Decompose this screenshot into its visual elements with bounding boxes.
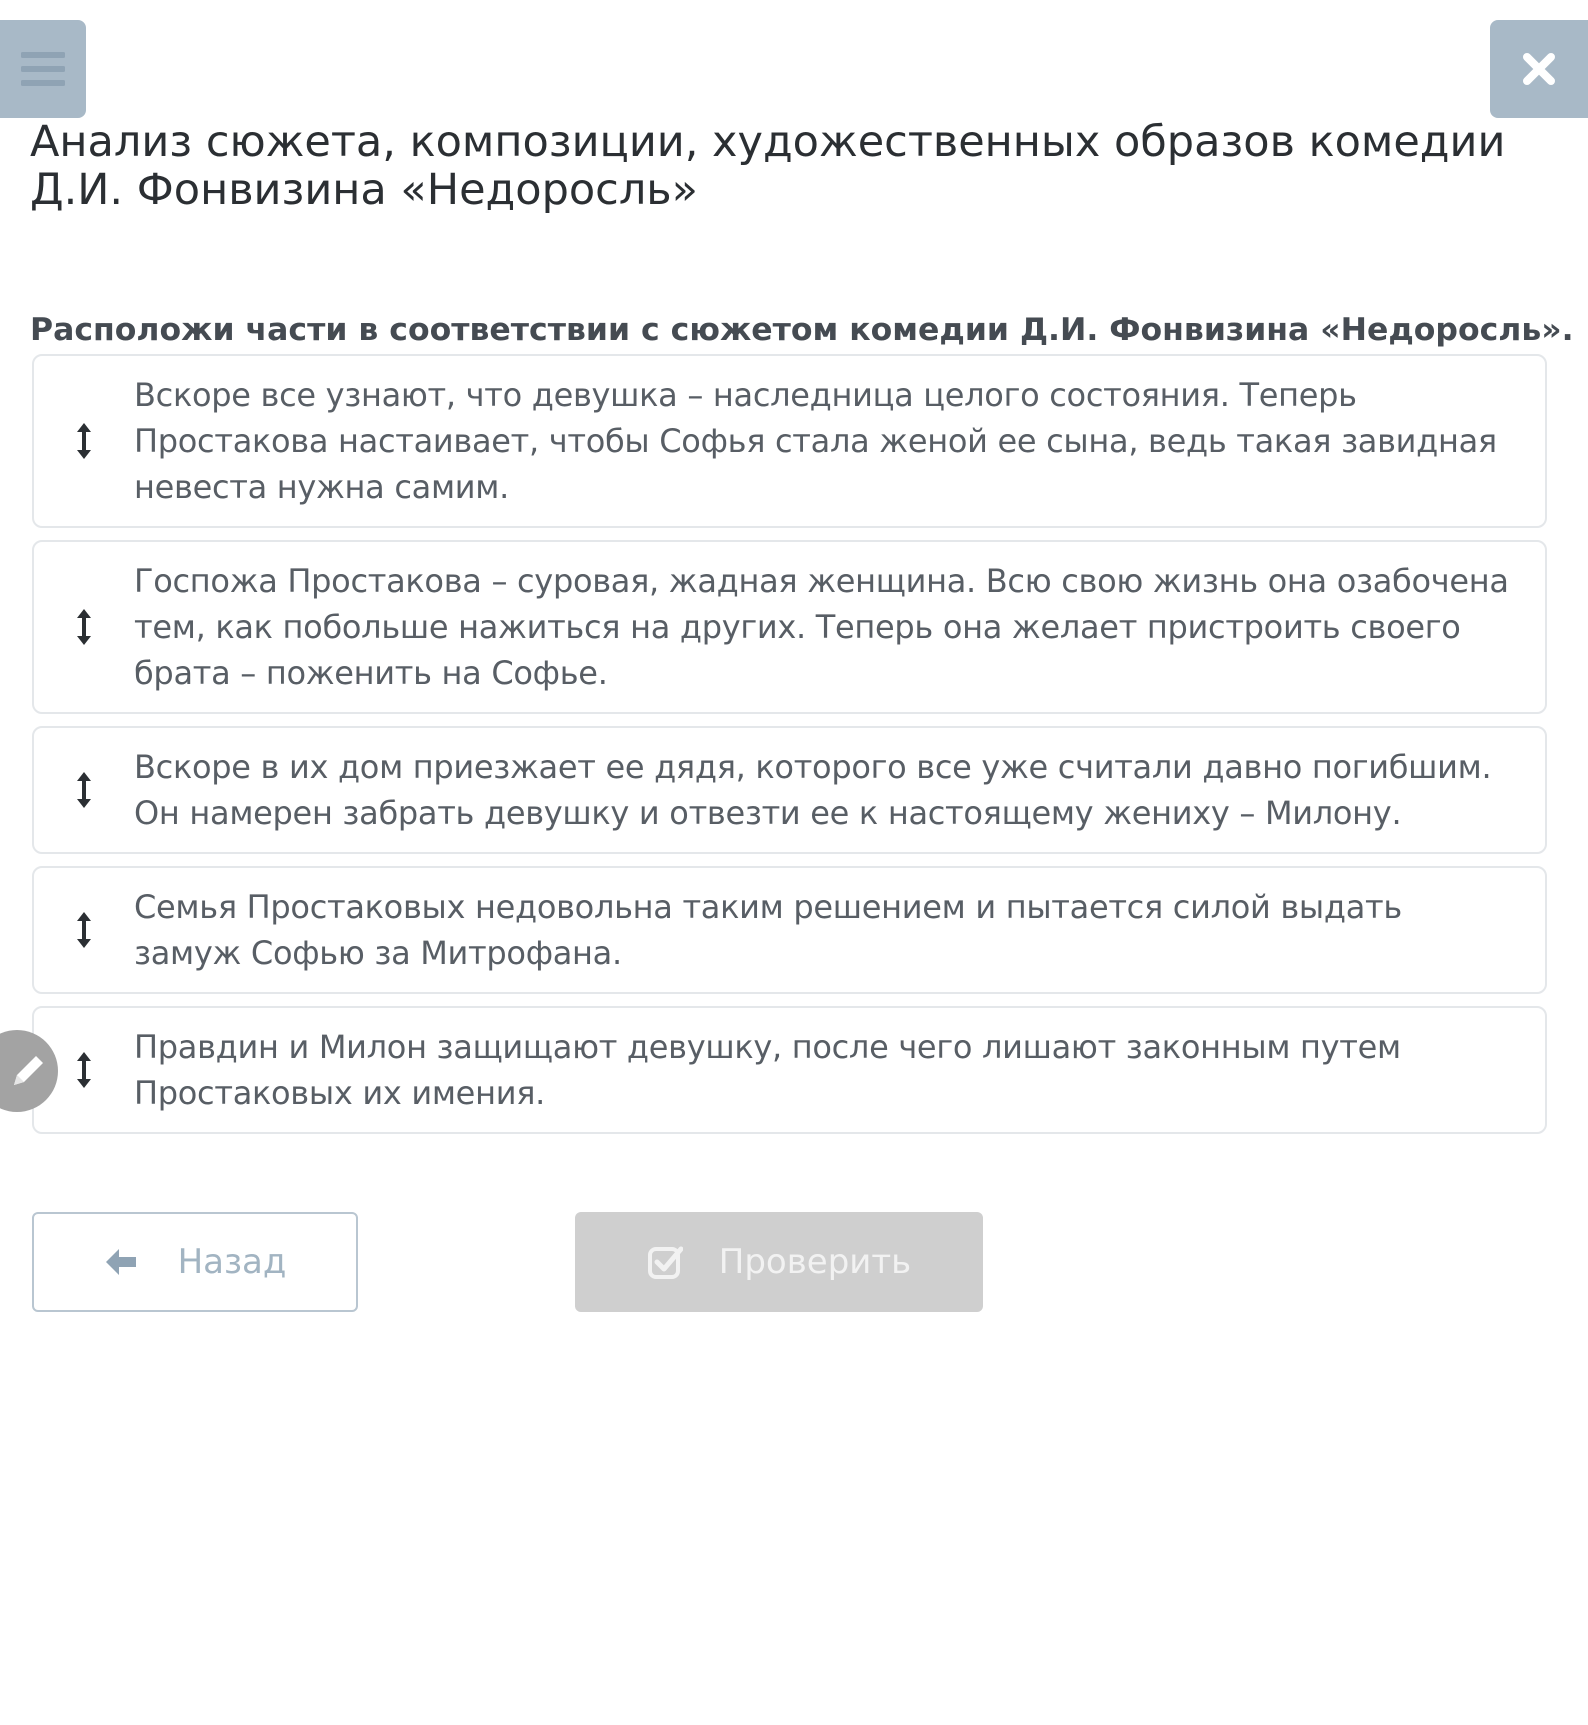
close-button[interactable] [1490,20,1588,118]
sortable-item-text: Вскоре все узнают, что девушка – наследница целого состояния. Теперь Простакова настаивает, чтобы Софья стала женой ее сына, ведь такая завидная невеста нужна самим. [134,376,1497,506]
checkbox-checked-icon [647,1244,683,1280]
back-button-label: Назад [177,1242,287,1282]
sortable-item-text: Госпожа Простакова – суровая, жадная женщина. Всю свою жизнь она озабочена тем, как побольше нажиться на других. Теперь она желает пристроить своего брата – поженить на Софье. [134,562,1509,692]
drag-handle[interactable] [34,422,134,460]
close-icon [1521,51,1557,87]
pencil-icon [8,1051,48,1091]
drag-handle[interactable] [34,771,134,809]
hamburger-menu-icon [21,50,65,88]
sortable-item[interactable] [32,354,1547,528]
sortable-item-text: Семья Простаковых недовольна таким решением и пытается силой выдать замуж Софью за Митрофана. [134,888,1402,972]
drag-vertical-arrows-icon [75,422,93,460]
check-button-label: Проверить [718,1242,912,1282]
drag-vertical-arrows-icon [75,1051,93,1089]
sortable-list [32,354,1547,1146]
drag-handle[interactable] [34,608,134,646]
page-title: Анализ сюжета, композиции, художественных образов комедии Д.И. Фонвизина «Недоросль» [30,117,1506,215]
drag-vertical-arrows-icon [75,608,93,646]
drag-vertical-arrows-icon [75,771,93,809]
sortable-item-text: Вскоре в их дом приезжает ее дядя, которого все уже считали давно погибшим. Он намерен забрать девушку и отвезти ее к настоящему жениху – Милону. [134,748,1492,832]
sortable-item[interactable] [32,1006,1547,1134]
sortable-item[interactable] [32,726,1547,854]
sortable-item[interactable] [32,866,1547,994]
menu-button[interactable] [0,20,86,118]
sortable-item[interactable] [32,540,1547,714]
back-button[interactable] [32,1212,358,1312]
drag-handle[interactable] [34,911,134,949]
check-button[interactable] [575,1212,983,1312]
task-instruction: Расположи части в соответствии с сюжетом комедии Д.И. Фонвизина «Недоросль». [30,312,1574,348]
arrow-left-icon [104,1247,138,1277]
drag-vertical-arrows-icon [75,911,93,949]
sortable-item-text: Правдин и Милон защищают девушку, после чего лишают законным путем Простаковых их имения. [134,1028,1401,1112]
